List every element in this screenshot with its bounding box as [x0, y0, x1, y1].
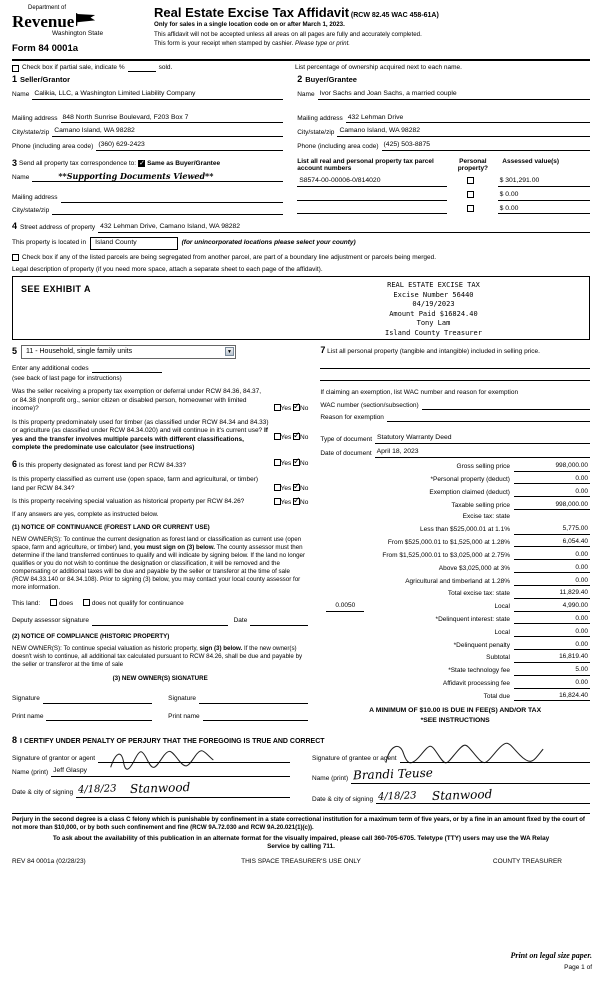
grantee-date-city-input[interactable]: [376, 788, 590, 805]
partial-sale-label: Check box if partial sale, indicate %: [22, 63, 125, 71]
street-address-value: 432 Lehman Drive, Camano Island, WA 98282: [100, 222, 241, 230]
treasurers-use-label: THIS SPACE TREASURER'S USE ONLY: [241, 857, 361, 865]
owner-printname-input-2[interactable]: [203, 713, 309, 721]
seller-phone-input[interactable]: [96, 141, 283, 151]
tax-label: Total due: [483, 692, 510, 700]
county-treasurer-label: COUNTY TREASURER: [492, 857, 562, 865]
deputy-assessor-label: Deputy assessor signature: [12, 617, 89, 625]
seller-buyer-sections: [12, 74, 590, 151]
no-label: No: [300, 433, 309, 441]
assessed-value-1: $ 301,291.00: [499, 176, 540, 184]
county-note: (for unincorporated locations please select your county): [181, 238, 356, 246]
date-of-document-label: Date of document: [320, 449, 372, 457]
parcel-numbers-header: List all real and personal property tax parcel account numbers: [297, 158, 434, 173]
correspondence-name-input[interactable]: [32, 171, 283, 182]
total-due-value: 16,824.40: [514, 692, 590, 701]
notice-continuance-body: NEW OWNER(S): To continue the current designation as forest land or classification as current use (open space, farm and agriculture, or timber) land, you must sign on (3) below. The county assessor must then determine if the land transferred continues to qualify and will indicate by signing below. If the land no longer qualifies or you do not wish to continue the designation or classification, it will be removed and the compensating or additional taxes will be due and payable by the seller or transferor at the time of sale (RCW 84.33.140 or 84.34.108). Prior to signing (3) below, you may contact your local county assessor for more information.: [12, 535, 306, 591]
buyer-city-input[interactable]: [337, 127, 590, 137]
state-technology-fee-value: 5.00: [514, 666, 590, 675]
document-date-value: April 18, 2023: [376, 448, 419, 456]
seller-mailing-value: 848 North Sunrise Boulevard, F203 Box 7: [62, 113, 189, 121]
reason-exemption-input[interactable]: [387, 414, 590, 422]
reason-exemption-label: Reason for exemption: [320, 413, 384, 421]
exemption-claim-label: If claiming an exemption, list WAC number and reason for exemption: [320, 389, 519, 397]
personal-property-checkbox-2[interactable]: [467, 191, 474, 198]
buyer-city-label: City/state/zip: [297, 128, 335, 136]
print-note-block: [510, 951, 592, 972]
tax-label: Subtotal: [486, 654, 510, 662]
see-back-note: (see back of last page for instructions): [12, 374, 122, 382]
type-of-document-label: Type of document: [320, 435, 372, 443]
section-5-use-code: [12, 345, 308, 358]
new-owners-signature-title: (3) NEW OWNER(S) SIGNATURE: [112, 675, 208, 683]
grantor-name-print-label: Name (print): [12, 768, 49, 776]
same-as-buyer-checkbox[interactable]: [138, 160, 145, 167]
dept-of-label: Department of: [28, 5, 67, 11]
seller-name-label: Name: [12, 91, 30, 99]
stamp-amount-paid: Amount Paid $16824.40: [389, 309, 478, 318]
see-instructions-note: *SEE INSTRUCTIONS: [420, 717, 490, 725]
use-code-value: 11 - Household, single family units: [26, 348, 133, 356]
correspondence-city-input[interactable]: [52, 207, 283, 215]
buyer-phone-input[interactable]: [382, 141, 590, 151]
correspondence-city-label: City/state/zip: [12, 206, 50, 214]
tax-label: Taxable selling price: [451, 501, 510, 509]
yes-label: Yes: [280, 405, 292, 413]
wac-number-input[interactable]: [422, 402, 590, 410]
assessed-value-header: Assessed value(s): [502, 158, 560, 166]
owner-printname-input-1[interactable]: [46, 713, 152, 721]
county-select[interactable]: Island County: [90, 237, 178, 250]
grantor-name-print-input[interactable]: [51, 767, 290, 777]
section-2-number: 2: [297, 74, 303, 85]
buyer-mailing-label: Mailing address: [297, 114, 343, 122]
additional-codes-label: Enter any additional codes: [12, 364, 89, 372]
type-or-print-note: Please type or print.: [295, 39, 351, 47]
print-legal-size-note: Print on legal size paper.: [510, 951, 592, 961]
notice-continuance-title: (1) NOTICE OF CONTINUANCE (FOREST LAND OR CURRENT USE): [12, 523, 210, 531]
q4-yes-checkbox[interactable]: [274, 484, 281, 491]
section-3-number: 3: [12, 158, 18, 169]
personal-property-line-2[interactable]: [320, 373, 590, 381]
yes-label: Yes: [280, 460, 292, 468]
tax-label: Exemption claimed (deduct): [429, 488, 510, 496]
grantee-date-city-label: Date & city of signing: [312, 795, 374, 803]
correspondence-name-label: Name: [12, 173, 30, 181]
segregated-parcels-label: Check box if any of the listed parcels are being segregated from another parcel, are part of a boundary line adjustment or parcels being merged.: [22, 253, 437, 261]
personal-property-deduct-value[interactable]: 0.00: [514, 475, 590, 484]
tax-label: *Delinquent penalty: [453, 641, 510, 649]
section-1-number: 1: [12, 74, 18, 85]
section-4-property: [12, 221, 590, 274]
no-label: No: [300, 460, 309, 468]
subtotal-value: 16,819.40: [514, 653, 590, 662]
delinquent-penalty-value[interactable]: 0.00: [514, 641, 590, 650]
personal-property-checkbox-1[interactable]: [467, 177, 474, 184]
question-text: Is this property classified as current use (open space, farm and agricultural, or timber) land per RCW 84.34?: [12, 476, 259, 492]
located-in-label: This property is located in: [12, 238, 87, 246]
buyer-name-input[interactable]: [318, 90, 590, 100]
grantee-name-handwritten: Brandi Teuse: [352, 765, 434, 783]
grantor-signature-block: [12, 751, 290, 805]
certify-statement: I CERTIFY UNDER PENALTY OF PERJURY THAT THE FOREGOING IS TRUE AND CORRECT: [20, 738, 325, 746]
tax-computation: [320, 462, 590, 701]
header-note-2: This affidavit will not be accepted unless all areas on all pages are fully and accurately completed.: [154, 30, 422, 38]
q1-yes-checkbox[interactable]: [274, 404, 281, 411]
grantee-date-handwritten: 4/18/23: [377, 790, 417, 803]
yes-label: Yes: [280, 433, 292, 441]
segregated-parcels-checkbox[interactable]: [12, 254, 19, 261]
grantor-date-city-label: Date & city of signing: [12, 789, 74, 797]
parcel-row: [297, 191, 590, 201]
see-exhibit-a: SEE EXHIBIT A: [21, 284, 91, 295]
forest-land-question: [12, 459, 308, 471]
legal-description-box[interactable]: [12, 276, 590, 340]
agricultural-tax-value: 0.00: [514, 577, 590, 586]
tax-label: Total excise tax: state: [447, 590, 510, 598]
receipt-note: This form is your receipt when stamped by cashier.: [154, 39, 295, 47]
exemption-deferral-question: [12, 388, 308, 413]
seller-grantor-title: Seller/Grantor: [20, 75, 71, 85]
assessed-value-input-3[interactable]: [498, 205, 590, 215]
use-code-select[interactable]: [21, 345, 236, 358]
section-1-seller: [12, 74, 295, 151]
section-8-number: 8: [12, 735, 18, 746]
historic-property-question: [12, 498, 308, 507]
timber-agriculture-question: [12, 419, 308, 453]
tax-label: Above $3,025,000 at 3%: [438, 564, 510, 572]
affidavit-processing-fee-value: 0.00: [514, 679, 590, 688]
total-state-excise-value: 11,829.40: [514, 589, 590, 598]
deputy-date-label: Date: [233, 617, 248, 625]
seller-name-value: Calikia, LLC, a Washington Limited Liability Company: [34, 89, 196, 97]
stamp-treasurer: Island County Treasurer: [385, 328, 482, 337]
q1-no-checkbox[interactable]: [293, 404, 300, 411]
personal-property-list-label: List all personal property (tangible and intangible) included in selling price.: [327, 348, 540, 356]
print-name-label: Print name: [168, 712, 200, 720]
same-as-buyer-label: Same as Buyer/Grantee: [147, 159, 221, 167]
dor-logo: [12, 5, 140, 56]
q4-no-checkbox[interactable]: [293, 484, 300, 491]
page-number: Page 1 of: [564, 963, 592, 971]
local-tax-value: 4,990.00: [514, 602, 590, 611]
seller-city-value: Camano Island, WA 98282: [54, 127, 135, 135]
tier2-tax-value: 6,054.40: [514, 538, 590, 547]
q3-no-checkbox[interactable]: [293, 459, 300, 466]
question-text: 6 Is this property designated as forest land per RCW 84.33?: [12, 459, 187, 470]
owner-signature-input-1[interactable]: [43, 696, 152, 704]
stamp-cashier-name: Tony Lam: [416, 319, 451, 328]
ownership-percentage-note: List percentage of ownership acquired next to each name.: [295, 63, 462, 71]
current-use-question: [12, 476, 308, 493]
yes-label: Yes: [280, 484, 292, 492]
header: [12, 5, 590, 61]
revenue-wordmark: Revenue: [12, 11, 75, 31]
seller-city-label: City/state/zip: [12, 128, 50, 136]
parcel-number-input-2[interactable]: [297, 193, 447, 201]
buyer-name-label: Name: [297, 91, 315, 99]
assessed-value-input-1[interactable]: [498, 177, 590, 187]
seller-mailing-input[interactable]: [61, 114, 284, 124]
assessed-value-3: $ 0.00: [499, 204, 519, 212]
minimum-due-note: A MINIMUM OF $10.00 IS DUE IN FEE(S) AND/OR TAX: [369, 707, 542, 715]
right-column: [318, 345, 590, 726]
flag-icon: [76, 13, 96, 26]
tax-label: *Personal property (deduct): [430, 475, 510, 483]
tier4-tax-value: 0.00: [514, 564, 590, 573]
print-name-label: Print name: [12, 712, 44, 720]
header-note-3: [154, 40, 590, 48]
exemption-claimed-value[interactable]: 0.00: [514, 488, 590, 497]
new-owner-printname-row: [12, 713, 308, 721]
no-label: No: [300, 405, 309, 413]
seller-phone-value: (360) 629-2423: [98, 141, 145, 149]
stamp-date: 04/19/2023: [412, 300, 455, 309]
buyer-name-value: Ivor Sachs and Joan Sachs, a married couple: [319, 89, 457, 97]
section-4-number: 4: [12, 221, 18, 232]
land-qualify-row: [12, 599, 308, 608]
question-text: Is this property receiving special valuation as historical property per RCW 84.26?: [12, 498, 245, 505]
buyer-city-value: Camano Island, WA 98282: [339, 127, 421, 135]
rev-form-code: REV 84 0001a (02/28/23): [12, 857, 86, 865]
stamp-excise-number: Excise Number 56440: [393, 290, 474, 299]
chevron-down-icon[interactable]: ▼: [225, 347, 234, 356]
section-2-buyer: [295, 74, 590, 151]
wac-number-label: WAC number (section/subsection): [320, 401, 419, 409]
grantee-signature-input[interactable]: [400, 755, 590, 763]
no-label: No: [300, 484, 309, 492]
perjury-notice: Perjury in the second degree is a class C felony which is punishable by confinement in a state correctional institution for a maximum term of five years, or by a fine in an amount fixed by the court of not more than $10,000, or by both such confinement and fine (RCW 9A.72.030 and RCW 9A.20.021(1)(c)).: [12, 813, 590, 831]
parcel-row: [297, 177, 590, 187]
parcel-number-input-3[interactable]: [297, 206, 447, 214]
personal-property-checkbox-3[interactable]: [467, 205, 474, 212]
does-qualify-checkbox[interactable]: [50, 599, 57, 606]
this-land-label: This land:: [12, 599, 41, 607]
does-label: does: [59, 600, 74, 607]
type-of-document-input[interactable]: [375, 434, 590, 444]
tax-label: Agricultural and timberland at 1.28%: [405, 577, 510, 585]
assessed-value-input-2[interactable]: [498, 191, 590, 201]
q2-no-checkbox[interactable]: [293, 433, 300, 440]
gross-selling-price-value[interactable]: 998,000.00: [514, 462, 590, 471]
correspondence-mailing-input[interactable]: [61, 195, 284, 203]
supporting-documents-stamp: **Supporting Documents Viewed**: [58, 171, 214, 182]
grantee-signature-block: [312, 751, 590, 805]
correspondence-mailing-label: Mailing address: [12, 194, 58, 202]
grantor-date-city-input[interactable]: [76, 781, 290, 798]
partial-sale-row: [12, 64, 590, 72]
tier1-tax-value: 5,775.00: [514, 525, 590, 534]
tax-label: Local: [494, 603, 510, 611]
owner-signature-input-2[interactable]: [199, 696, 308, 704]
no-label: No: [300, 499, 309, 506]
tax-label: From $1,525,000.01 to $3,025,000 at 2.75%: [382, 551, 510, 559]
form-title: Real Estate Excise Tax Affidavit: [154, 5, 350, 20]
left-column: [12, 345, 318, 726]
delinquent-interest-local-value[interactable]: 0.00: [514, 628, 590, 637]
if-any-yes-note: If any answers are yes, complete as instructed below.: [12, 511, 159, 519]
question-text: Was the seller receiving a property tax exemption or deferral under RCW 84.36, 84.37, or 84.38 (nonprofit org., senior citizen or disabled person, homeowner with limited income)?: [12, 388, 262, 413]
deputy-assessor-row: [12, 617, 308, 625]
new-owner-signature-row: [12, 695, 308, 703]
local-rate-value[interactable]: 0.0050: [326, 602, 364, 611]
excise-tax-state-header: Excise tax: state: [462, 513, 510, 521]
buyer-mailing-input[interactable]: [346, 114, 590, 124]
buyer-phone-value: (425) 503-8875: [383, 141, 431, 149]
does-not-label: does not qualify for continuance: [91, 600, 184, 607]
buyer-mailing-value: 432 Lehman Drive: [347, 113, 404, 121]
form-number: Form 84 0001a: [12, 43, 79, 55]
grantor-signature-input[interactable]: [98, 755, 290, 763]
washington-state-label: Washington State: [52, 29, 104, 37]
buyer-grantee-title: Buyer/Grantee: [305, 75, 357, 85]
delinquent-interest-state-value[interactable]: 0.00: [514, 615, 590, 624]
grantee-name-print-input[interactable]: [351, 767, 590, 784]
tax-label: Affidavit processing fee: [442, 680, 510, 688]
grantee-city-handwritten: Stanwood: [432, 786, 493, 803]
tax-label: *Delinquent interest: state: [435, 616, 510, 623]
stamp-line-1: REAL ESTATE EXCISE TAX: [387, 281, 480, 290]
partial-sale-percent-input[interactable]: [128, 64, 156, 72]
grantor-signature-label: Signature of grantor or agent: [12, 754, 96, 762]
taxable-selling-price-value[interactable]: 998,000.00: [514, 501, 590, 510]
treasurer-stamp: [313, 281, 555, 338]
yes-label: Yes: [280, 499, 292, 506]
seller-name-input[interactable]: [32, 90, 283, 100]
correspondence-label: Send all property tax correspondence to:: [19, 159, 137, 167]
partial-sale-checkbox[interactable]: [12, 65, 19, 72]
street-address-input[interactable]: [98, 223, 590, 233]
assessed-value-2: $ 0.00: [499, 190, 519, 198]
section-3-correspondence: [12, 158, 295, 215]
sold-label: sold.: [158, 63, 173, 71]
seller-phone-label: Phone (including area code): [12, 142, 94, 150]
seller-mailing-label: Mailing address: [12, 114, 58, 122]
parcel-table: [295, 158, 590, 215]
tier3-tax-value: 0.00: [514, 551, 590, 560]
tax-label: Gross selling price: [456, 463, 510, 471]
section-7-personal-property: [320, 345, 590, 357]
footer-row: [12, 858, 590, 866]
tax-label: Less than $525,000.01 at 1.1%: [419, 526, 510, 534]
tax-label: From $525,000.01 to $1,525,000 at 1.28%: [387, 539, 510, 547]
tax-label: Local: [494, 628, 510, 636]
street-address-label: Street address of property: [20, 224, 96, 232]
notice-compliance-body: NEW OWNER(S): To continue special valuation as historic property, sign (3) below. If the new owner(s) doesn't wish to continue, all additional tax calculated pursuant to RCW 84.26, shall be due and payable by the seller or transferor at the time of sale: [12, 644, 303, 669]
grantor-date-handwritten: 4/18/23: [77, 783, 117, 796]
legal-description-label: Legal description of property (if you need more space, attach a separate sheet to each page of the affidavit).: [12, 265, 323, 273]
q2-yes-checkbox[interactable]: [274, 433, 281, 440]
grantee-name-print-label: Name (print): [312, 775, 349, 783]
section-7-number: 7: [320, 345, 326, 356]
q3-yes-checkbox[interactable]: [274, 459, 281, 466]
alternate-format-notice: To ask about the availability of this publication in an alternate format for the visually impaired, please call 360-705-6705. Teletype (TTY) users may use the WA Relay Service by calling 711.: [52, 834, 550, 850]
date-of-document-input[interactable]: [375, 448, 590, 458]
q5-no-checkbox[interactable]: [293, 498, 300, 505]
grantee-signature-label: Signature of grantee or agent: [312, 754, 397, 762]
title-block: [154, 5, 590, 56]
grantor-name-value: Jeff Glaspy: [53, 767, 87, 775]
signature-label: Signature: [12, 695, 40, 703]
personal-property-header: Personal property?: [457, 158, 489, 173]
additional-codes-input[interactable]: [92, 365, 162, 373]
document-type-value: Statutory Warranty Deed: [377, 434, 452, 442]
personal-property-line-1[interactable]: [320, 361, 590, 369]
header-note-1: Only for sales in a single location code on or after March 1, 2023.: [154, 21, 345, 29]
parcel-number-input[interactable]: [297, 177, 447, 187]
rcw-reference: (RCW 82.45 WAC 458-61A): [350, 12, 439, 19]
deputy-date-input[interactable]: [250, 618, 308, 626]
does-not-qualify-checkbox[interactable]: [83, 599, 90, 606]
seller-city-input[interactable]: [52, 127, 283, 137]
section-3-and-parcels: [12, 158, 590, 215]
grantor-city-handwritten: Stanwood: [130, 779, 191, 797]
signature-label: Signature: [168, 695, 196, 703]
section-8-certification: [12, 735, 590, 804]
parcel-number-value: S8574-00-00006-0/814020: [299, 176, 381, 184]
question-text: Is this property predominately used for timber (as classified under RCW 84.34 and 84.33) or agriculture (as classified under RCW 84.34.020) and will continue in it's current use? If yes and the transfer involves multiple parcels with different classifications, complete the predominate use calculator (see instructions): [12, 418, 269, 451]
parcel-row: [297, 205, 590, 215]
tax-label: *State technology fee: [448, 667, 510, 675]
q5-yes-checkbox[interactable]: [274, 498, 281, 505]
notice-compliance-title: (2) NOTICE OF COMPLIANCE (HISTORIC PROPERTY): [12, 632, 170, 640]
section-5-number: 5: [12, 346, 18, 357]
deputy-assessor-signature-input[interactable]: [92, 618, 228, 626]
buyer-phone-label: Phone (including area code): [297, 142, 379, 150]
